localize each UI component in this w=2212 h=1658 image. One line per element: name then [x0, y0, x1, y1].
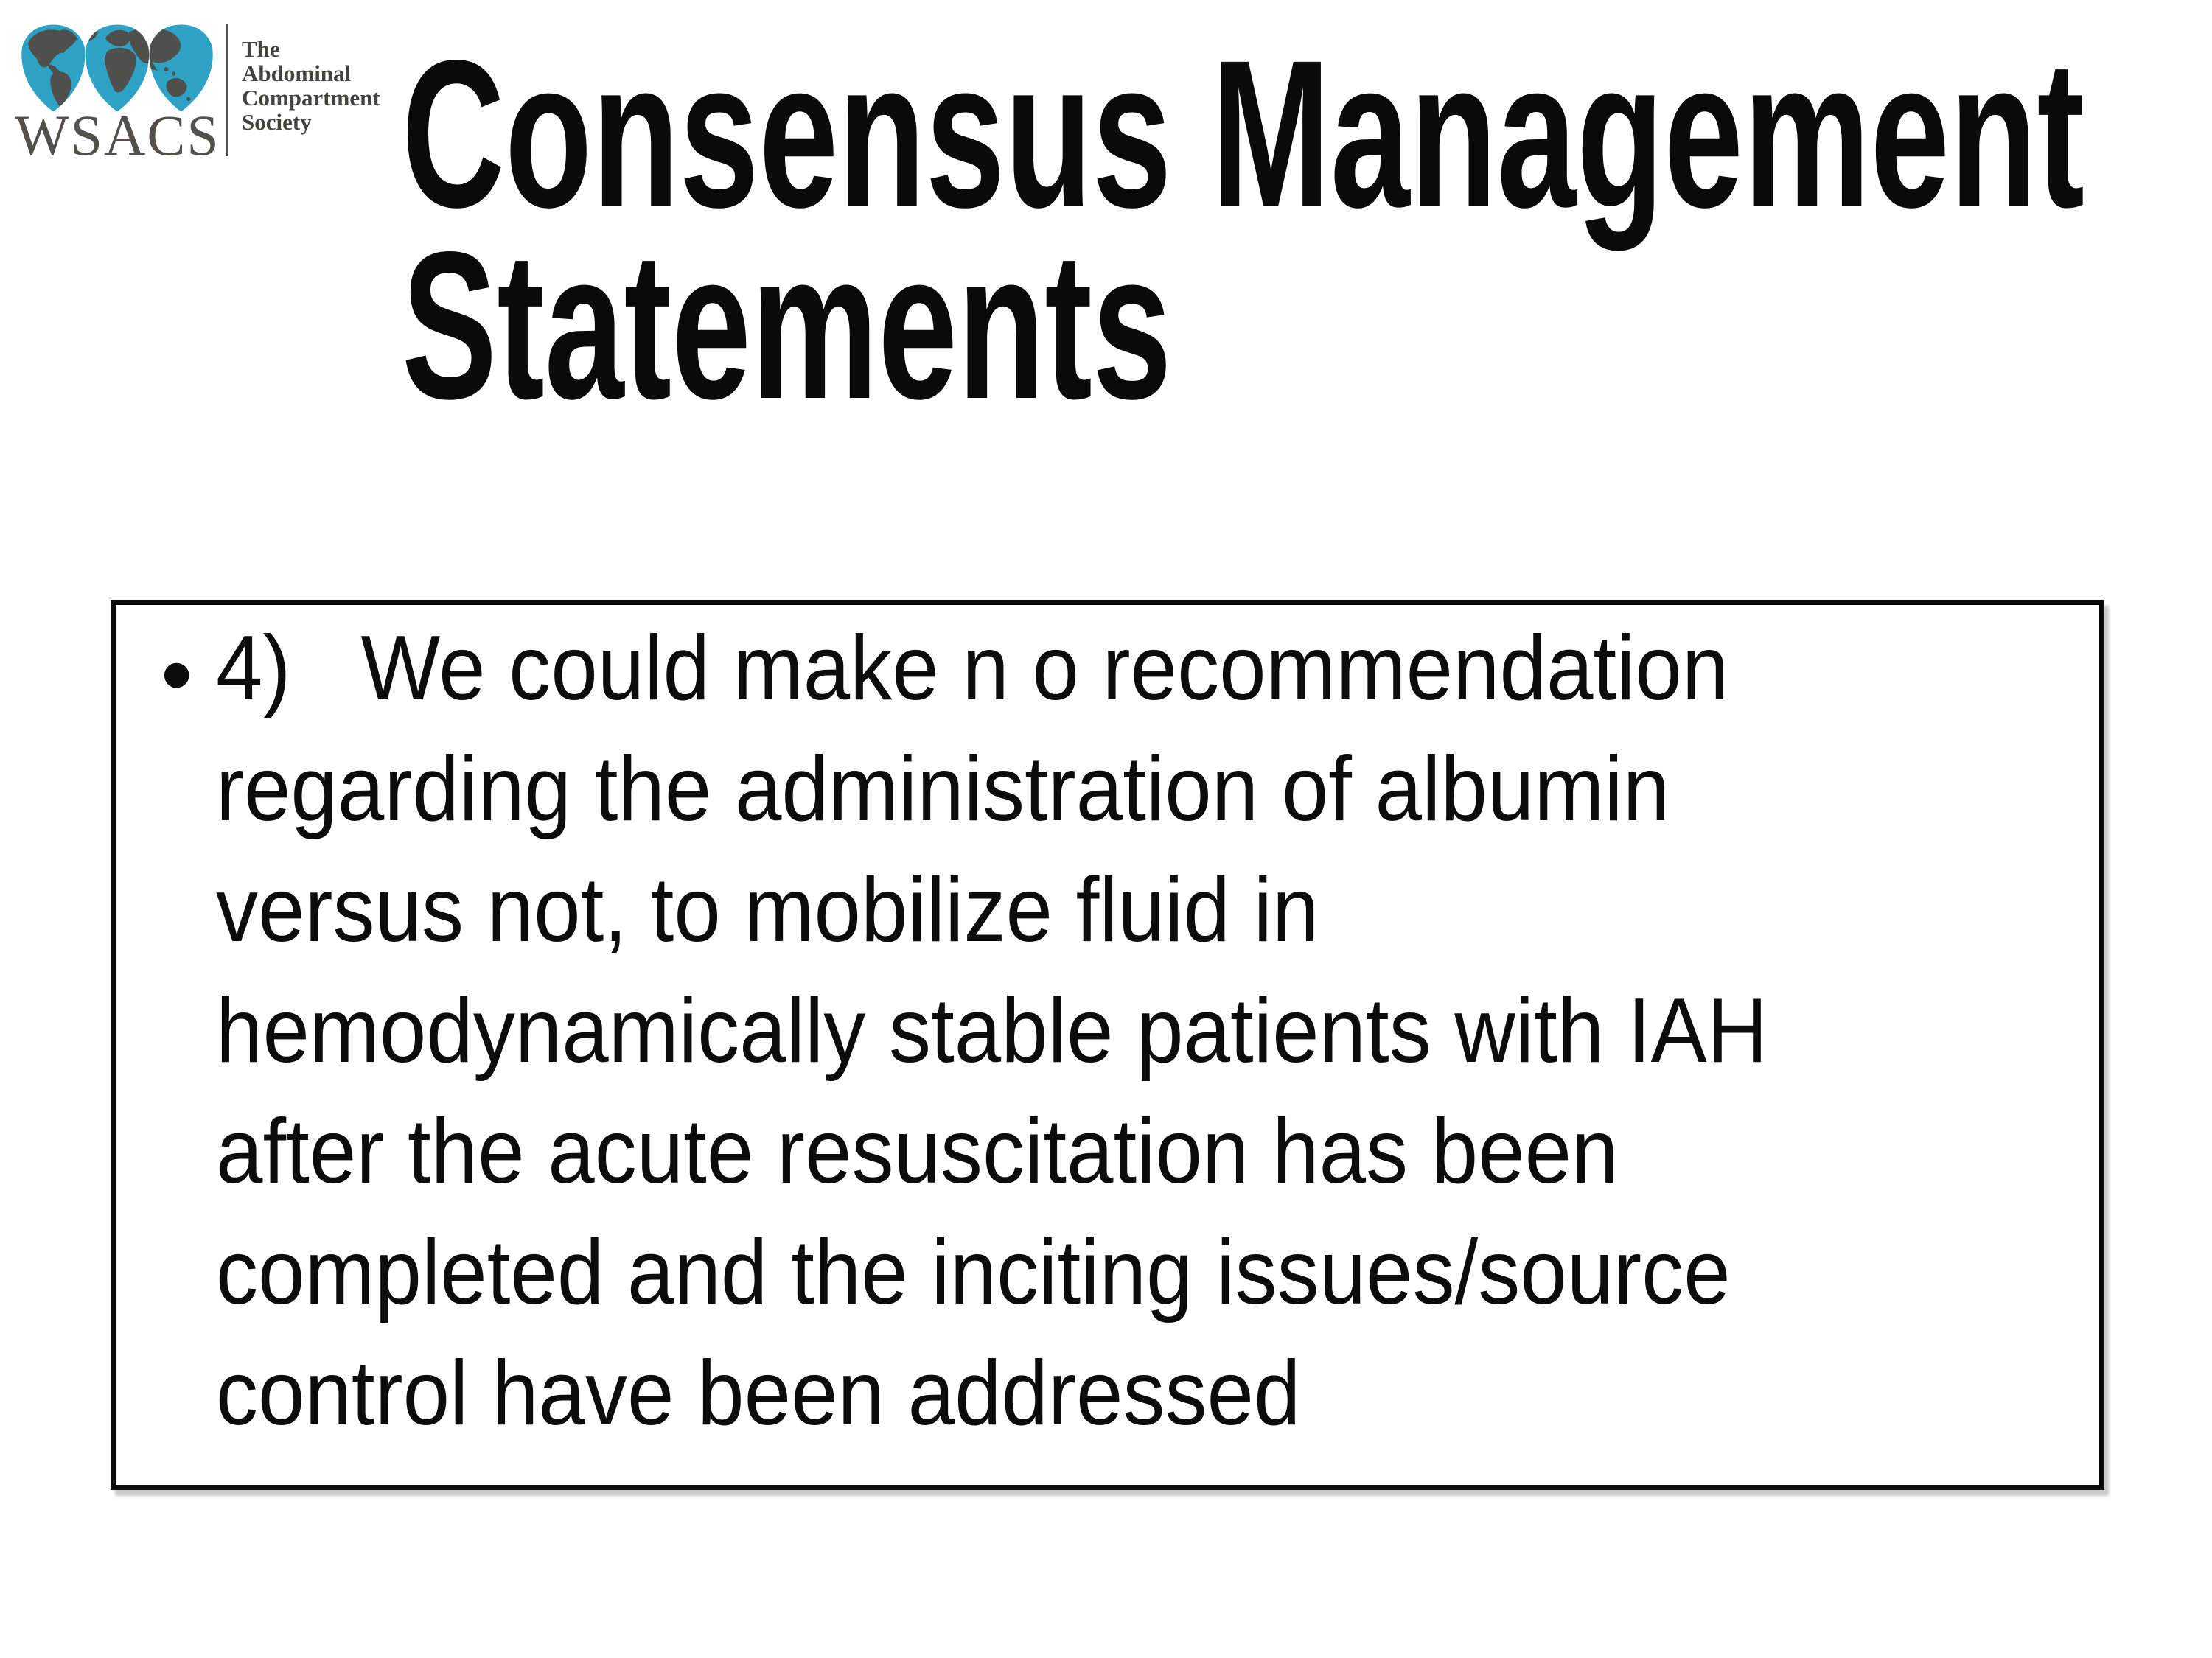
bullet-text-line: versus not, to mobilize fluid in	[216, 859, 1319, 961]
logo-org-name	[242, 37, 380, 134]
logo-acronym: WSACS	[15, 103, 220, 167]
logo-org-line: Society	[242, 109, 312, 135]
slide-title-line: Statements	[402, 209, 1172, 443]
logo-divider	[226, 24, 228, 156]
logo-org-line: The	[242, 36, 280, 62]
world-map-icon	[21, 24, 214, 113]
logo-org-line: Compartment	[242, 85, 380, 111]
bullet-text-line: after the acute resuscitation has been	[216, 1101, 1619, 1203]
slide-title	[402, 17, 2212, 443]
bullet-item	[216, 608, 1902, 1454]
slide-title-line: Consensus Management	[402, 17, 2085, 251]
bullet-text-line: regarding the administration of albumin	[216, 738, 1670, 840]
logo-org-line: Abdominal	[242, 60, 352, 86]
bullet-text-line: 4) We could make n o recommendation	[216, 618, 1729, 719]
bullet-text-line: hemodynamically stable patients with IAH	[216, 980, 1768, 1082]
bullet-text-line: control have been addressed	[216, 1343, 1301, 1444]
bullet-text-line: completed and the inciting issues/source	[216, 1222, 1731, 1323]
bullet-marker-icon: •	[161, 624, 193, 726]
